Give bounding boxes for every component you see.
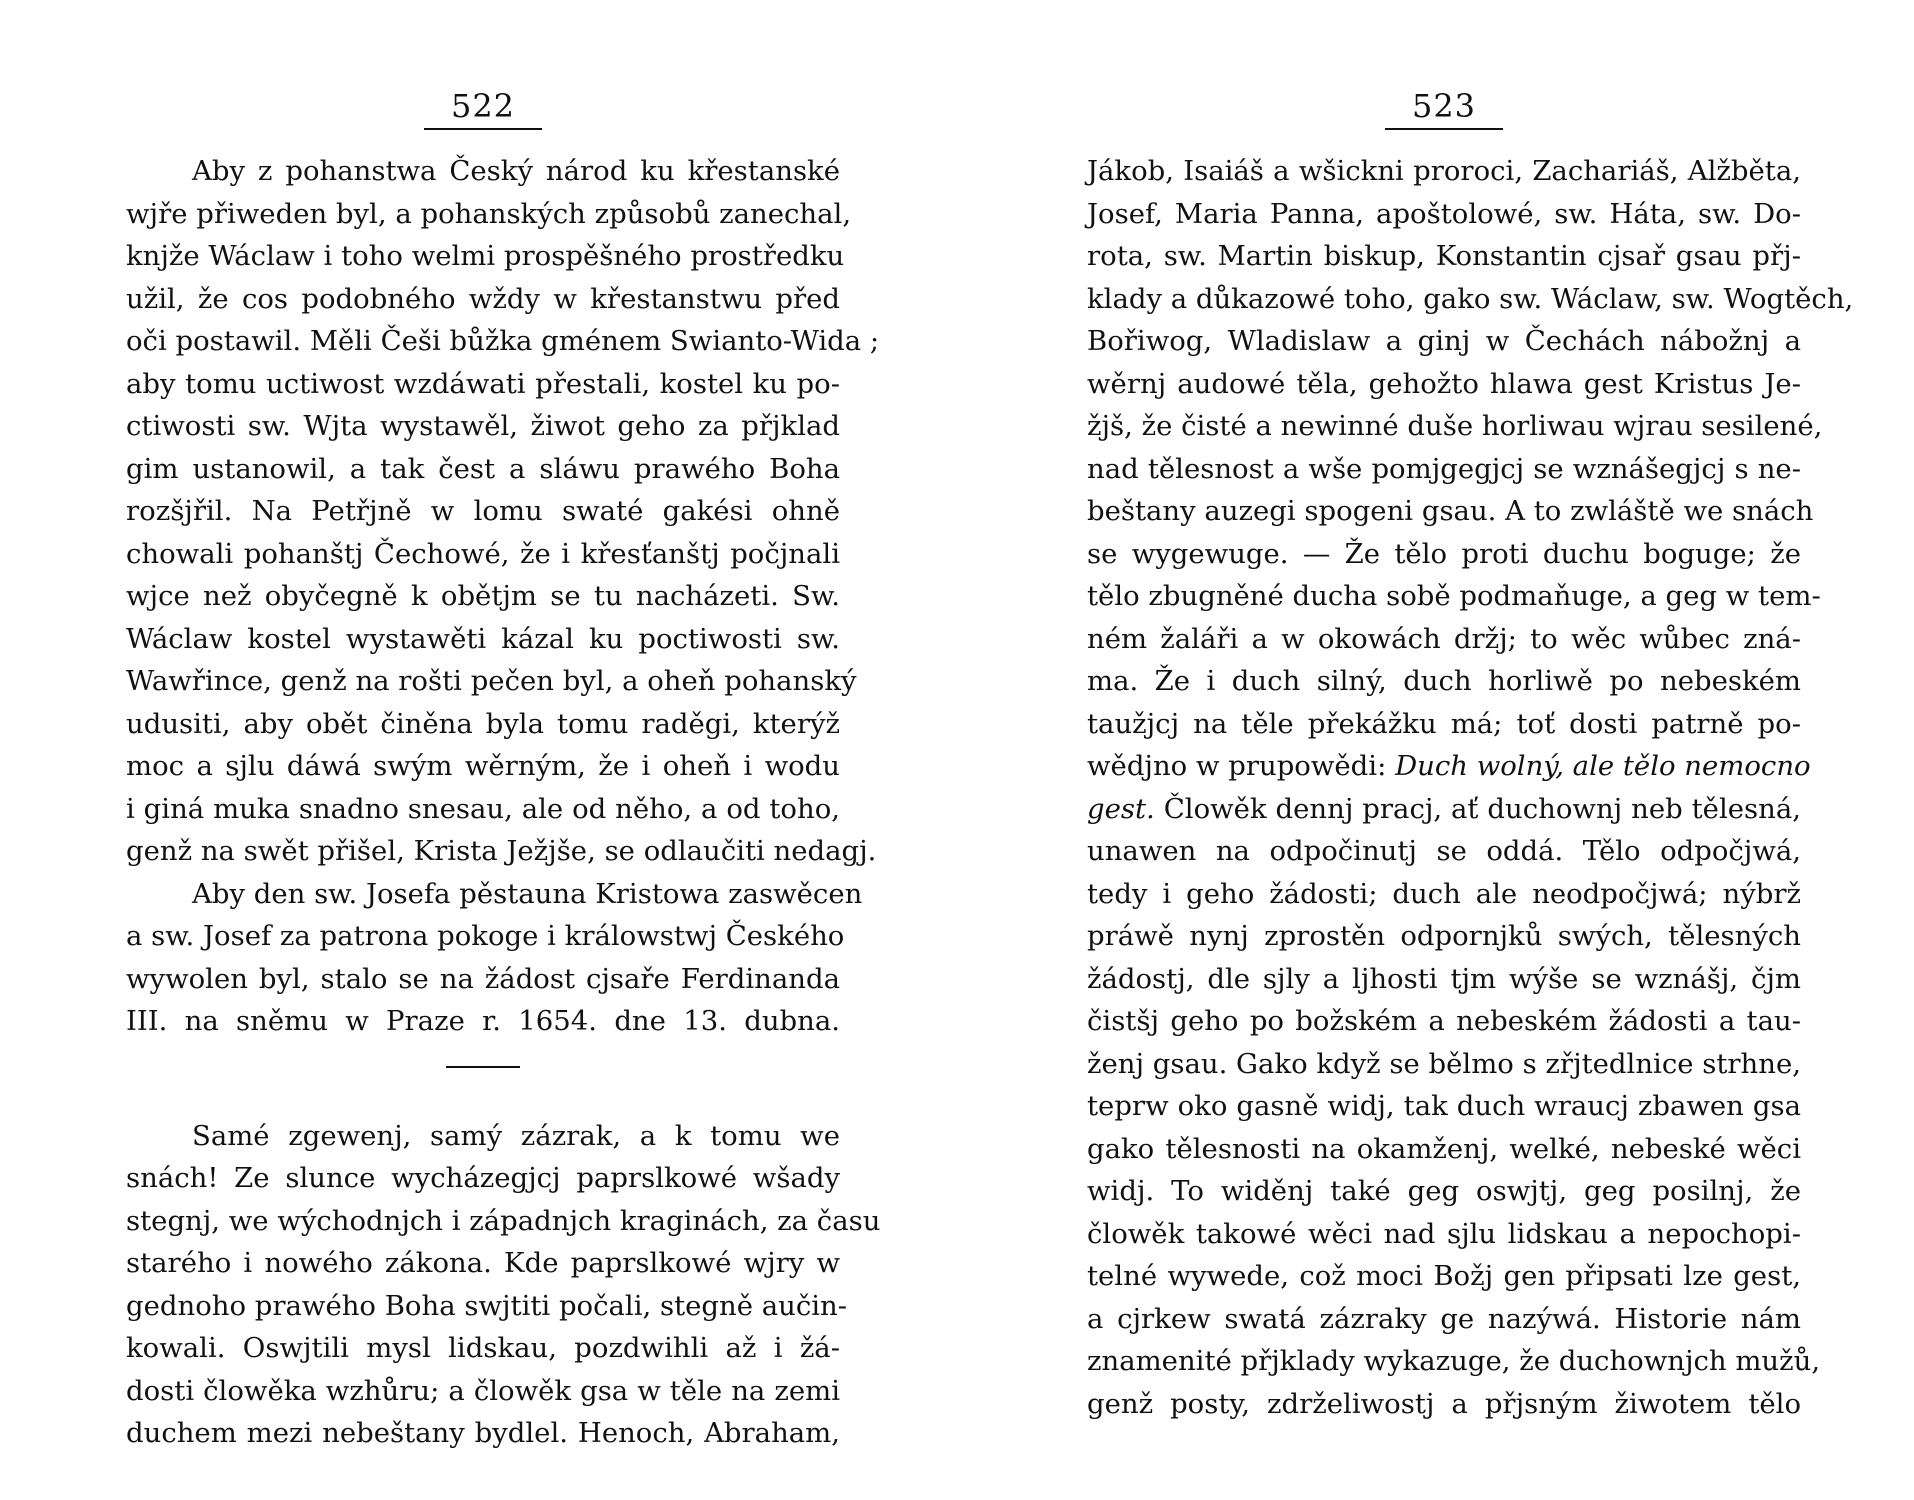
section-divider — [126, 1043, 840, 1089]
text-line: Aby z pohanstwa Český národ ku křestanské — [192, 155, 840, 187]
text-line: genž posty, zdrželiwostj a přjsným žiwotem tělo — [1087, 1387, 1801, 1420]
text-line: Aby den sw. Josefa pěstauna Kristowa zaswěcen — [192, 877, 863, 910]
text-fragment: Člowěk dennj pracj, ať duchownj neb tělesná, — [1163, 792, 1801, 825]
text-line: a sw. Josef za patrona pokoge i králowstwj Českého — [126, 920, 845, 952]
page-number: 523 — [1411, 87, 1477, 125]
text-line: duchem mezi nebeštany bydlel. Henoch, Abraham, — [126, 1417, 840, 1449]
text-line: se wygewuge. — Že tělo proti duchu boguge; že — [1087, 537, 1801, 570]
text-line: ženj gsau. Gako když se bělmo s zřjtedlnice strhne, — [1087, 1047, 1801, 1080]
text-line: tělo zbugněné ducha sobě podmaňuge, a geg w tem- — [1087, 580, 1821, 612]
text-line: genž na swět přišel, Krista Ježjše, se odlaučiti nedagj. — [126, 835, 877, 867]
page-number: 522 — [450, 87, 516, 125]
text-line: chowali pohanštj Čechowé, že i křesťanštj počjnali — [126, 537, 840, 570]
text-line: starého i nowého zákona. Kde paprslkowé wjry w — [126, 1247, 840, 1279]
text-line: ctiwosti sw. Wjta wystawěl, žiwot geho za přjklad — [126, 410, 840, 442]
text-line: ném žaláři a w okowách držj; to wěc wůbec zná- — [1087, 622, 1801, 655]
text-line: wěrnj audowé těla, gehožto hlawa gest Kristus Je- — [1087, 367, 1801, 400]
text-line: člowěk takowé wěci nad sjlu lidskau a nepochopi- — [1087, 1217, 1801, 1250]
header-rule — [424, 128, 542, 130]
text-fragment: wědjno w prupowědi: — [1087, 750, 1387, 782]
text-line: telné wywede, což moci Božj gen připsati lze gest, — [1087, 1260, 1801, 1292]
text-line: moc a sjlu dáwá swým wěrným, že i oheň i wodu — [126, 750, 840, 782]
text-line: a cjrkew swatá zázraky ge nazýwá. Historie nám — [1087, 1302, 1801, 1335]
text-line: wjře přiweden byl, a pohanských způsobů zanechal, — [126, 197, 852, 230]
text-line: gim ustanowil, a tak čest a sláwu prawého Boha — [126, 452, 840, 485]
text-line: teprw oko gasně widj, tak duch wraucj zbawen gsa — [1087, 1090, 1801, 1122]
text-line: gako tělesnosti na okamženj, welké, nebeské wěci — [1087, 1132, 1801, 1165]
text-line: rota, sw. Martin biskup, Konstantin cjsař gsau přj- — [1087, 240, 1801, 272]
text-line: nad tělesnost a wše pomjgegjcj se wznášegjcj s ne- — [1087, 452, 1801, 485]
text-line: taužjcj na těle překážku má; toť dosti patrně po- — [1087, 707, 1801, 740]
text-line: Wáclaw kostel wystawěti kázal ku poctiwosti sw. — [126, 622, 840, 655]
text-line: kowali. Oswjtili mysl lidskau, pozdwihli až i žá- — [126, 1332, 840, 1364]
text-line: unawen na odpočinutj se oddá. Tělo odpočjwá, — [1087, 835, 1801, 867]
text-line: widj. To widěnj také geg oswjtj, geg posilnj, že — [1087, 1175, 1801, 1207]
text-line-with-quote — [1087, 788, 1801, 831]
text-line: beštany auzegi spogeni gsau. A to zwláště we snách — [1087, 495, 1814, 527]
italic-quote: gest. — [1087, 792, 1155, 825]
text-line: klady a důkazowé toho, gako sw. Wáclaw, sw. Wogtěch, — [1087, 282, 1854, 315]
text-line: Samé zgewenj, samý zázrak, a k tomu we — [192, 1119, 840, 1152]
left-page-text — [126, 150, 881, 1455]
text-line: dosti člowěka wzhůru; a člowěk gsa w těle na zemi — [126, 1374, 840, 1407]
text-line: III. na sněmu w Praze r. 1654. dne 13. dubna. — [126, 1005, 840, 1037]
text-line-with-quote — [1087, 745, 1811, 788]
text-line: i giná muka snadno snesau, ale od něho, a od toho, — [126, 792, 840, 825]
italic-quote: Duch wolný, ale tělo nemocno — [1395, 750, 1811, 782]
text-line: znamenité přjklady wykazuge, že duchownjch mužů, — [1087, 1345, 1821, 1377]
text-line: aby tomu uctiwost wzdáwati přestali, kostel ku po- — [126, 367, 840, 400]
header-rule — [1385, 128, 1503, 130]
text-line: Bořiwog, Wladislaw a ginj w Čechách nábožnj a — [1087, 325, 1801, 357]
text-line: Jákob, Isaiáš a wšickni proroci, Zachariáš, Alžběta, — [1087, 155, 1801, 187]
text-line: práwě nynj zprostěn odpornjků swých, tělesných — [1087, 920, 1801, 952]
right-page-text — [1087, 150, 1854, 1425]
text-line: wywolen byl, stalo se na žádost cjsaře Ferdinanda — [126, 962, 840, 995]
text-line: rozšjřil. Na Petřjně w lomu swaté gakési ohně — [126, 495, 840, 527]
text-line: tedy i geho žádosti; duch ale neodpočjwá; nýbrž — [1087, 877, 1801, 910]
text-line: gednoho prawého Boha swjtiti počali, stegně aučin- — [126, 1289, 848, 1322]
text-line: žádostj, dle sjly a ljhosti tjm wýše se wznášj, čjm — [1087, 962, 1801, 995]
text-line: Wawřince, genž na rošti pečen byl, a oheň pohanský — [126, 665, 857, 697]
text-line: ma. Že i duch silný, duch horliwě po nebeském — [1087, 665, 1801, 697]
right-page — [1087, 0, 1854, 1500]
text-line: stegnj, we wýchodnjch i západnjch kraginách, za času — [126, 1204, 881, 1237]
text-line: Josef, Maria Panna, apoštolowé, sw. Háta, sw. Do- — [1087, 197, 1801, 230]
text-line: udusiti, aby obět činěna byla tomu raděgi, kterýž — [126, 707, 840, 740]
text-line: knjže Wáclaw i toho welmi prospěšného prostředku — [126, 240, 845, 272]
text-line: užil, že cos podobného wždy w křestanstwu před — [126, 282, 840, 315]
left-page — [126, 0, 881, 1500]
text-line: čistšj geho po božském a nebeském žádosti a tau- — [1087, 1005, 1801, 1037]
text-line: oči postawil. Měli Češi bůžka gménem Swianto-Wida ; — [126, 325, 880, 357]
text-line: žjš, že čisté a newinné duše horliwau wjrau sesilené, — [1087, 410, 1823, 442]
text-line: snách! Ze slunce wycházegjcj paprslkowé wšady — [126, 1162, 840, 1194]
text-line: wjce než obyčegně k obětjm se tu nacházeti. Sw. — [126, 580, 840, 612]
